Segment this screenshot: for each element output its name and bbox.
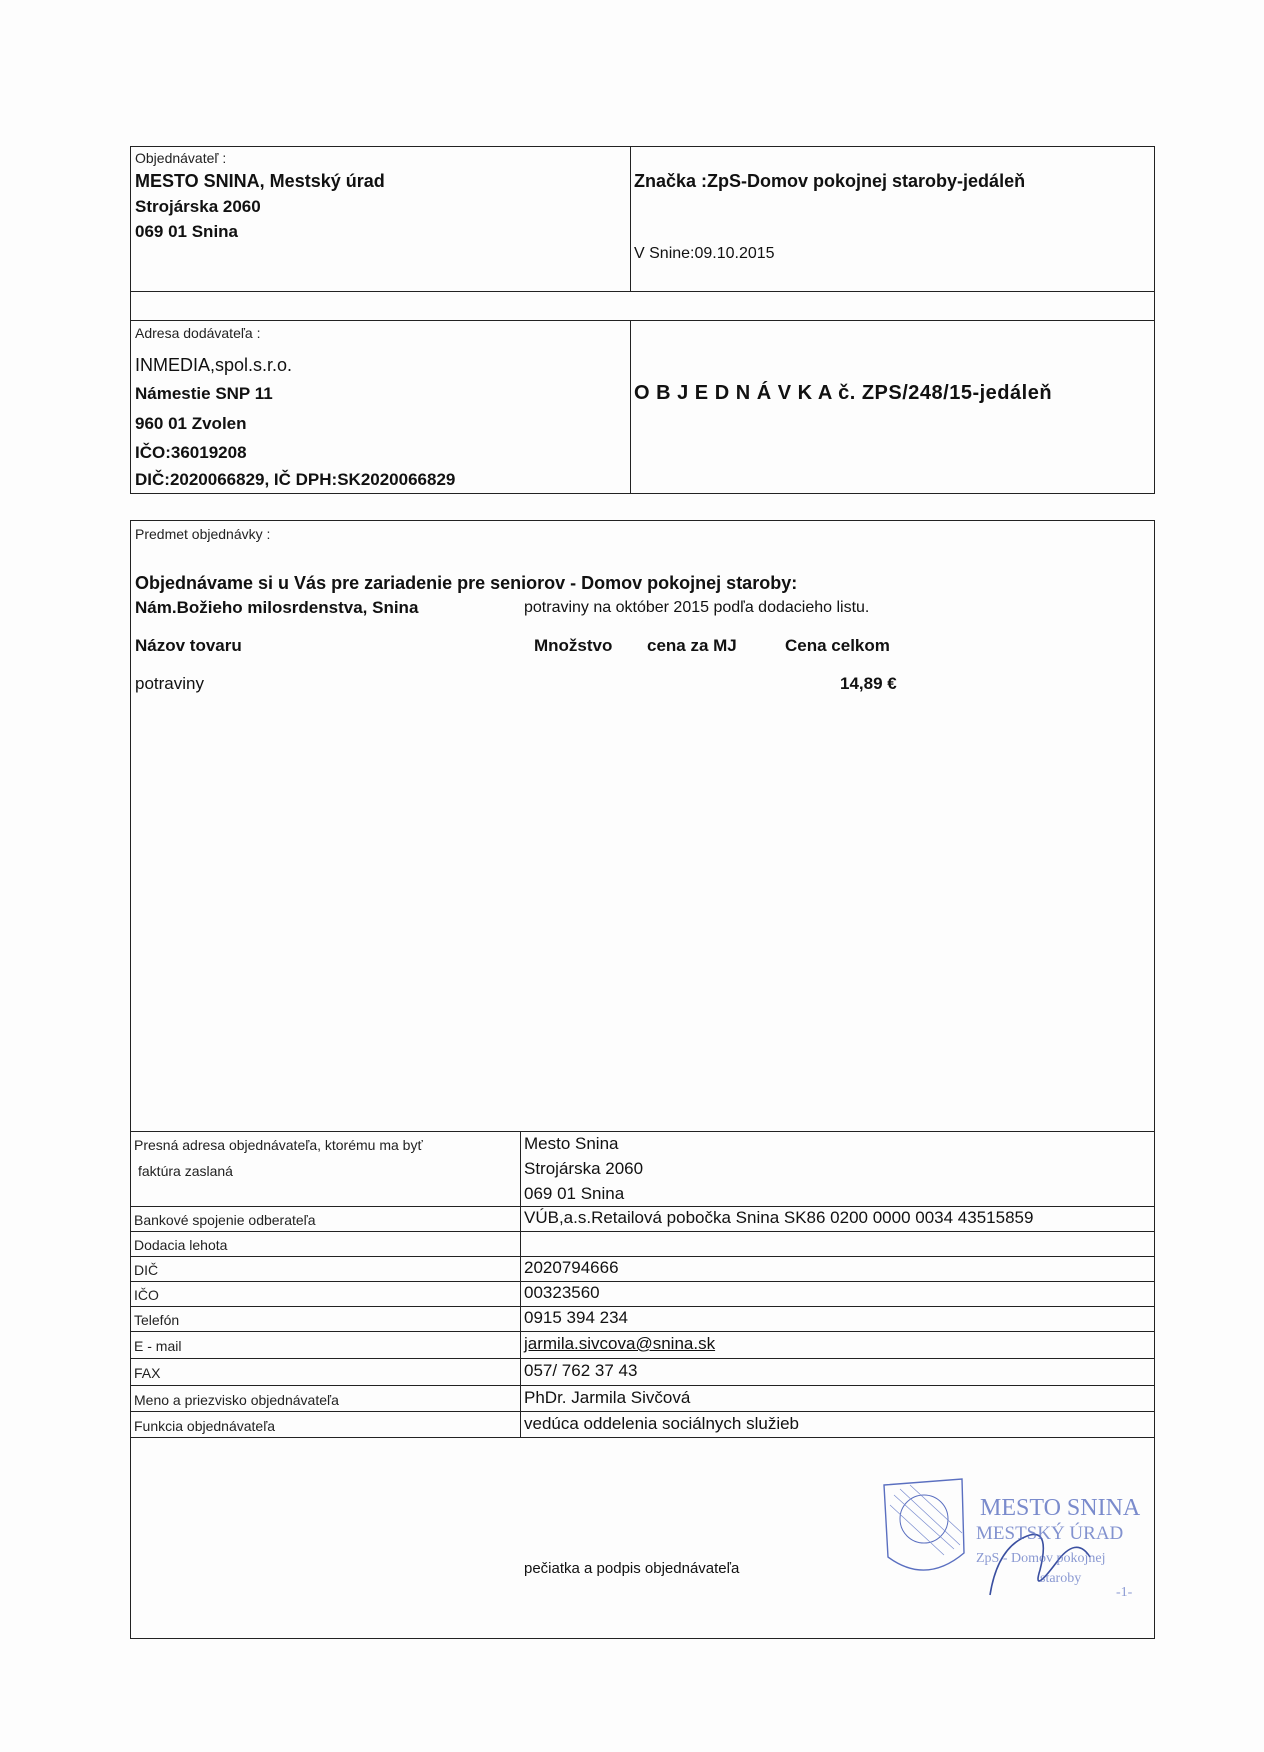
supplier-street: Námestie SNP 11 [135,384,273,403]
supplier-city: 960 01 Zvolen [135,414,247,433]
invoice-address-label-2: faktúra zaslaná [138,1163,233,1179]
dic-value: 2020794666 [524,1258,619,1277]
supplier-box [130,320,1155,494]
details-row-line [130,1206,1155,1207]
details-row-line [130,1358,1155,1359]
stamp-line-2: MESTSKÝ ÚRAD [976,1523,1124,1544]
signature-label: pečiatka a podpis objednávateľa [524,1560,740,1577]
subject-line1: Objednávame si u Vás pre zariadenie pre seniorov - Domov pokojnej staroby: [135,573,798,593]
dic-label: DIČ [134,1262,159,1278]
subject-description: potraviny na október 2015 podľa dodacieho listu. [524,599,870,616]
details-row-line [130,1331,1155,1332]
customer-label: Objednávateľ : [135,150,227,166]
col-unit-price: cena za MJ [647,636,737,655]
phone-label: Telefón [134,1312,180,1328]
ico-value: 00323560 [524,1283,600,1302]
coat-of-arms-emblem-icon [900,1495,948,1543]
customer-name: MESTO SNINA, Mestský úrad [135,171,385,191]
order-title: O B J E D N Á V K A č. ZPS/248/15-jedáleň [634,382,1053,404]
email-label: E - mail [134,1338,182,1354]
supplier-name: INMEDIA,spol.s.r.o. [135,355,293,375]
details-row-line [130,1385,1155,1386]
subject-label: Predmet objednávky : [135,526,271,542]
col-qty: Množstvo [534,636,613,655]
delivery-label: Dodacia lehota [134,1237,228,1253]
customer-city: 069 01 Snina [135,222,239,241]
details-row-line [130,1281,1155,1282]
stamp-line-5: -1- [1116,1585,1133,1600]
bank-value: VÚB,a.s.Retailová pobočka Snina SK86 0200 0000 0034 43515859 [524,1208,1034,1227]
header-divider [630,146,631,292]
email-link[interactable]: jarmila.sivcova@snina.sk [524,1334,716,1353]
customer-street: Strojárska 2060 [135,197,261,216]
phone-value: 0915 394 234 [524,1308,628,1327]
stamp-line-4: staroby [1040,1571,1082,1586]
invoice-address-line3: 069 01 Snina [524,1184,625,1203]
details-row-line [130,1256,1155,1257]
place-date: V Snine:09.10.2015 [634,245,775,262]
invoice-address-line2: Strojárska 2060 [524,1159,644,1178]
supplier-dic: DIČ:2020066829, IČ DPH:SK2020066829 [135,470,456,489]
person-label: Meno a priezvisko objednávateľa [134,1392,339,1408]
fax-label: FAX [134,1365,161,1381]
details-divider [520,1131,521,1438]
details-row-line [130,1231,1155,1232]
fax-value: 057/ 762 37 43 [524,1361,638,1380]
invoice-address-label: Presná adresa objednávateľa, ktorému ma byť [134,1137,423,1153]
separator-strip [130,291,1155,321]
role-value: vedúca oddelenia sociálnych služieb [524,1414,800,1433]
supplier-divider [630,320,631,494]
stamp-line-3: ZpS - Domov pokojnej [976,1551,1106,1566]
subject-location: Nám.Božieho milosrdenstva, Snina [135,598,419,617]
bank-label: Bankové spojenie odberateľa [134,1212,316,1228]
supplier-label: Adresa dodávateľa : [135,325,261,341]
item-name: potraviny [135,674,204,693]
supplier-ico: IČO:36019208 [135,443,247,462]
role-label: Funkcia objednávateľa [134,1418,276,1434]
person-value: PhDr. Jarmila Sivčová [524,1388,691,1407]
official-stamp [880,1475,1160,1615]
col-total: Cena celkom [785,636,890,655]
stamp-line-1: MESTO SNINA [980,1495,1141,1521]
col-name: Názov tovaru [135,636,242,655]
details-row-line [130,1411,1155,1412]
mark-text: Značka :ZpS-Domov pokojnej staroby-jedáleň [634,171,1026,191]
coat-of-arms-icon [884,1479,964,1570]
header-box [130,146,1155,292]
ico-label: IČO [134,1287,159,1303]
details-row-line [130,1306,1155,1307]
item-total: 14,89 € [840,674,897,693]
invoice-address-line1: Mesto Snina [524,1134,619,1153]
